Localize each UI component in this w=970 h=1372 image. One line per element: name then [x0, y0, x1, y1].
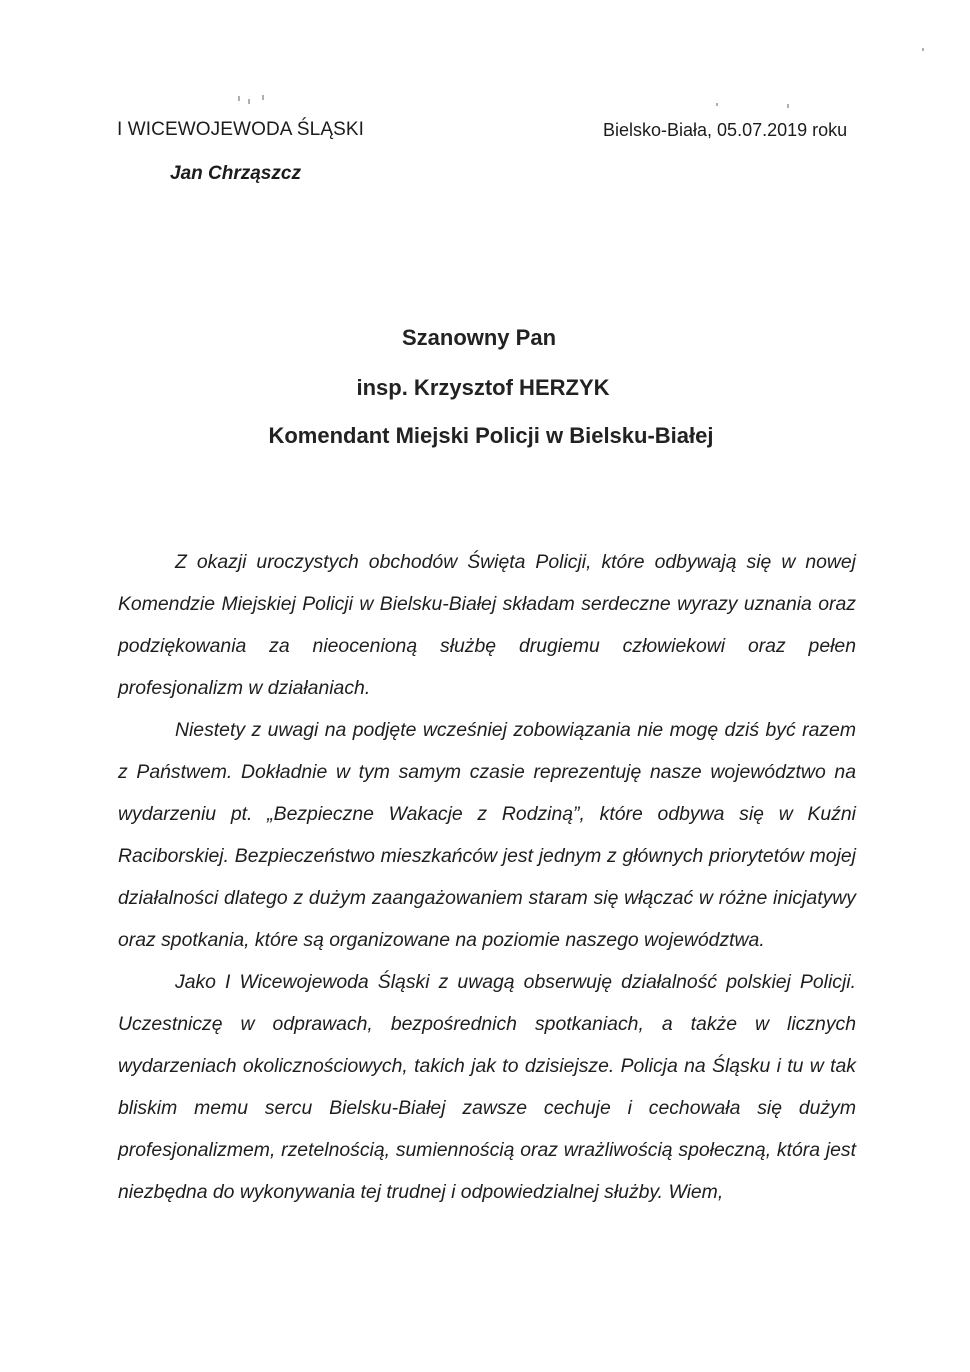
addressee-person: insp. Krzysztof HERZYK [356, 375, 610, 400]
addressee-position: Komendant Miejski Policji w Bielsku-Białej [268, 423, 714, 448]
place-date: Bielsko-Biała, 05.07.2019 roku [603, 120, 848, 140]
sender-name: Jan Chrząszcz [170, 163, 301, 184]
letter-body [118, 541, 856, 1213]
body-paragraph-2: Niestety z uwagi na podjęte wcześniej zobowiązania nie mogę dziś być razem z Państwem. Dokładnie w tym samym czasie reprezentuję nasze województwo na wydarzeniu pt. „Bezpieczne Wakacje z Rodziną”, które odbywa się w Kuźni Raciborskiej. Bezpieczeństwo mieszkańców jest jednym z głównych priorytetów mojej działalności dlatego z dużym zaangażowaniem staram się włączać w różne inicjatywy oraz spotkania, które są organizowane na poziomie naszego województwa. [118, 719, 856, 951]
body-paragraph-1: Z okazji uroczystych obchodów Święta Policji, które odbywają się w nowej Komendzie Miejskiej Policji w Bielsku-Białej składam serdeczne wyrazy uznania oraz podziękowania za nieocenioną służbę drugiemu człowiekowi oraz pełen profesjonalizm w działaniach. [118, 551, 856, 699]
addressee-salutation: Szanowny Pan [401, 325, 557, 350]
body-paragraph-3: Jako I Wicewojewoda Śląski z uwagą obserwuję działalność polskiej Policji. Uczestniczę w odprawach, bezpośrednich spotkaniach, a także w licznych wydarzeniach okolicznościowych, takich jak to dzisiejsze. Policja na Śląsku i tu w tak bliskim memu sercu Bielsku-Białej zawsze cechuje i cechowała się dużym profesjonalizmem, rzetelnością, sumiennością oraz wrażliwością społeczną, która jest niezbędna do wykonywania tej trudnej i odpowiedzialnej służby. Wiem, [118, 971, 856, 1203]
sender-office: I WICEWOJEWODA ŚLĄSKI [117, 119, 365, 140]
